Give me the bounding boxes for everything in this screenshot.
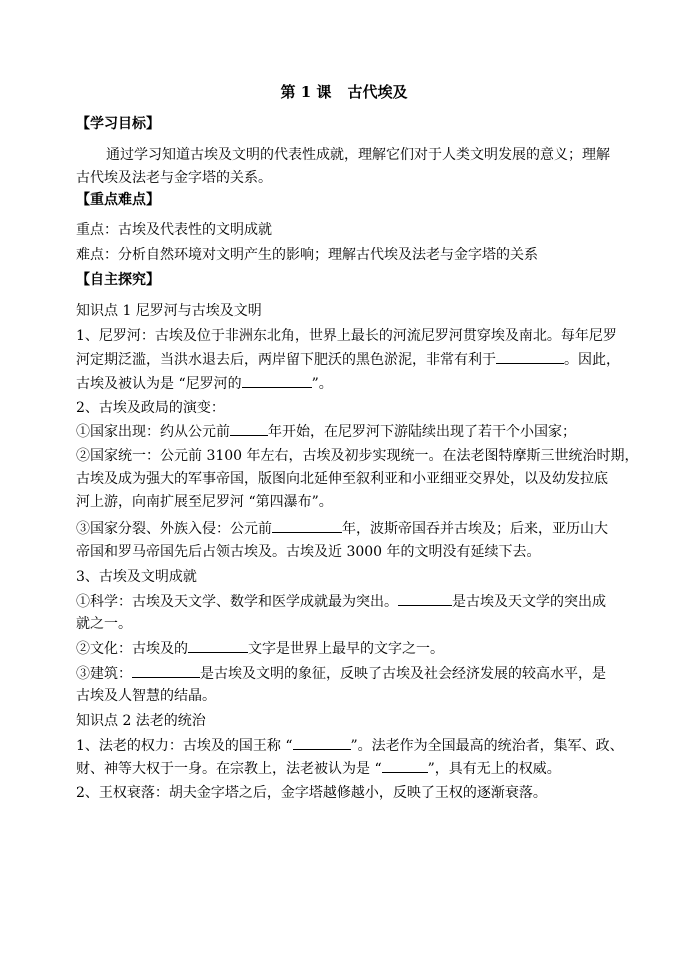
- fill-blank-writing[interactable]: [188, 638, 248, 653]
- architecture-start: ③建筑：: [76, 666, 132, 682]
- nile-line-3-start: 古埃及被认为是 “尼罗河的: [76, 376, 242, 392]
- politics-item-3-line-1: [76, 518, 616, 539]
- nile-line-2-start: 河定期泛滥，当洪水退去后，两岸留下肥沃的黑色淤泥，非常有利于: [76, 352, 496, 368]
- royal-decline-line: 2、王权衰落：胡夫金字塔之后，金字塔越修越小，反映了王权的逐渐衰落。: [76, 785, 547, 801]
- goals-line-2: 古代埃及法老与金字塔的关系。: [76, 170, 272, 186]
- culture-start: ②文化：古埃及的: [76, 641, 188, 657]
- politics-item-1-start: ①国家出现：约从公元前: [76, 424, 230, 440]
- science-line-2: 就之一。: [76, 616, 132, 632]
- fill-blank-god-son[interactable]: [382, 758, 428, 773]
- politics-item-2-line-1: ②国家统一：公元前 3100 年左右，古埃及初步实现统一。在法老图特摩斯三世统治时期，: [76, 448, 639, 464]
- pharaoh-power-2-start: 财、神等大权于一身。在宗教上，法老被认为是 “: [76, 761, 382, 777]
- focus-point: 重点：古埃及代表性的文明成就: [76, 222, 272, 238]
- politics-heading: 2、古埃及政局的演变：: [76, 400, 225, 416]
- politics-item-2-line-3: 河上游，向南扩展至尼罗河 “第四瀑布”。: [76, 494, 333, 510]
- nile-line-3-end: ”。: [311, 376, 333, 392]
- science-start: ①科学：古埃及天文学、数学和医学成就最为突出。: [76, 594, 398, 610]
- lesson-number: 第 1 课: [280, 83, 332, 101]
- politics-item-3-end: 年，波斯帝国吞并古埃及；后来，亚历山大: [342, 521, 608, 537]
- pharaoh-power-end: ”。法老作为全国最高的统治者，集军、政、: [350, 738, 624, 754]
- pharaoh-power-2-end: ”，具有无上的权威。: [427, 761, 561, 777]
- nile-line-1: 1、尼罗河：古埃及位于非洲东北角，世界上最长的河流尼罗河贯穿埃及南北。每年尼罗: [76, 328, 617, 344]
- culture-line: [76, 638, 616, 659]
- achievements-heading: 3、古埃及文明成就: [76, 569, 197, 585]
- architecture-line-1: [76, 663, 616, 684]
- pharaoh-power-line-2: [76, 758, 616, 779]
- nile-line-2: [76, 349, 620, 370]
- fill-blank-year-start[interactable]: [230, 421, 268, 436]
- nile-line-3: [76, 373, 616, 394]
- nile-line-2-end: 。因此，: [564, 352, 620, 368]
- section-key-points: 【重点难点】: [76, 192, 160, 208]
- lesson-name: 古代埃及: [347, 83, 408, 101]
- lesson-title: [0, 81, 688, 102]
- pharaoh-power-line-1: [76, 735, 624, 756]
- science-end: 是古埃及天文学的突出成: [452, 594, 606, 610]
- section-goals: 【学习目标】: [76, 116, 160, 132]
- pharaoh-power-start: 1、法老的权力：古埃及的国王称 “: [76, 738, 293, 754]
- politics-item-1: [76, 421, 616, 442]
- culture-end: 文字是世界上最早的文字之一。: [248, 641, 444, 657]
- knowledge-1-heading: 知识点 1 尼罗河与古埃及文明: [76, 303, 262, 319]
- section-explore: 【自主探究】: [76, 272, 160, 288]
- difficulty-point: 难点：分析自然环境对文明产生的影响；理解古代埃及法老与金字塔的关系: [76, 247, 538, 263]
- goals-line-1: 通过学习知道古埃及文明的代表性成就，理解它们对于人类文明发展的意义；理解: [106, 147, 610, 163]
- fill-blank-gift[interactable]: [242, 373, 312, 388]
- science-line-1: [76, 591, 616, 612]
- architecture-end: 是古埃及文明的象征，反映了古埃及社会经济发展的较高水平，是: [200, 666, 606, 682]
- fill-blank-pharaoh[interactable]: [293, 735, 351, 750]
- fill-blank-pyramid[interactable]: [132, 663, 200, 678]
- politics-item-3-line-2: 帝国和罗马帝国先后占领古埃及。古埃及近 3000 年的文明没有延续下去。: [76, 544, 541, 560]
- architecture-line-2: 古埃及人智慧的结晶。: [76, 688, 216, 704]
- politics-item-1-end: 年开始，在尼罗河下游陆续出现了若干个小国家；: [268, 424, 576, 440]
- politics-item-2-line-2: 古埃及成为强大的军事帝国，版图向北延伸至叙利亚和小亚细亚交界处，以及幼发拉底: [76, 471, 608, 487]
- politics-item-3-start: ③国家分裂、外族入侵：公元前: [76, 521, 272, 537]
- knowledge-2-heading: 知识点 2 法老的统治: [76, 713, 206, 729]
- fill-blank-year-persia[interactable]: [272, 518, 342, 533]
- fill-blank-agriculture[interactable]: [496, 349, 564, 364]
- fill-blank-calendar[interactable]: [398, 591, 452, 606]
